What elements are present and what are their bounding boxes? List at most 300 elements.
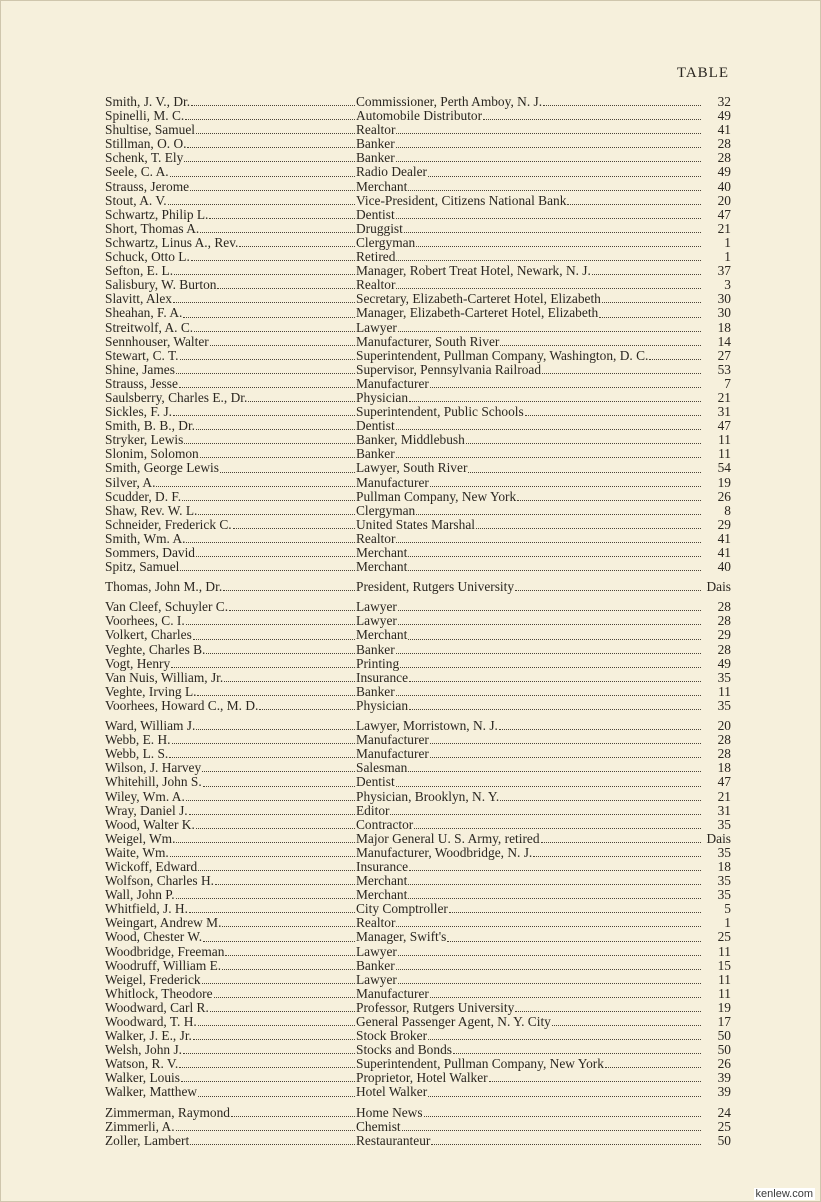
guest-row (105, 433, 731, 447)
table-number: 19 (717, 999, 731, 1015)
guest-name: Schwartz, Philip L. (105, 207, 209, 222)
guest-row (105, 165, 731, 179)
guest-occupation: Merchant (356, 628, 408, 643)
guest-name-cell (105, 600, 356, 614)
letter-group (105, 600, 731, 713)
guest-name: Woodward, T. H. (105, 1015, 197, 1029)
occupation-cell (356, 560, 702, 574)
guest-name: Volkert, Charles (105, 628, 192, 643)
occupation-cell (356, 109, 702, 123)
guest-occupation: Banker (356, 137, 395, 152)
dot-leader (489, 1081, 701, 1082)
guest-row (105, 973, 731, 987)
guest-occupation: Supervisor, Pennsylvania Railroad (356, 362, 542, 377)
table-number: 20 (717, 718, 731, 734)
dot-leader (193, 1039, 355, 1040)
guest-occupation: Banker, Middlebush (356, 433, 465, 448)
guest-occupation: Manager, Elizabeth-Carteret Hotel, Elizabeth (356, 306, 599, 321)
occupation-cell (356, 1106, 702, 1120)
guest-row (105, 349, 731, 363)
dot-leader (176, 842, 355, 843)
guest-name: Smith, J. V., Dr. (105, 95, 191, 109)
dot-leader (191, 105, 355, 106)
dot-leader (398, 955, 701, 956)
guest-name-cell (105, 335, 356, 349)
guest-occupation: Merchant (356, 888, 408, 903)
guest-name-cell (105, 987, 356, 1001)
table-number: 26 (717, 1056, 731, 1072)
guest-occupation: Dentist (356, 775, 395, 790)
occupation-cell (356, 790, 702, 804)
table-number: 28 (717, 641, 731, 657)
table-number: Dais (706, 579, 731, 595)
dot-leader (396, 429, 701, 430)
guest-row (105, 95, 731, 109)
guest-row (105, 1029, 731, 1043)
occupation-cell (356, 405, 702, 419)
dot-leader (517, 500, 701, 501)
occupation-cell (356, 1043, 702, 1057)
dot-leader (430, 757, 701, 758)
guest-occupation: Salesman (356, 761, 408, 776)
guest-occupation: Pullman Company, New York (356, 489, 517, 504)
table-number: 11 (718, 432, 731, 448)
guest-name: Woodruff, William E. (105, 958, 222, 973)
dot-leader (186, 800, 355, 801)
guest-occupation: Realtor (356, 531, 396, 546)
dot-leader (210, 345, 355, 346)
dot-leader (408, 190, 701, 191)
guest-name: Wiley, Wm. A. (105, 789, 185, 804)
dot-leader (182, 500, 355, 501)
dot-leader (184, 161, 355, 162)
occupation-cell (356, 643, 702, 657)
dot-leader (169, 757, 355, 758)
guest-row (105, 278, 731, 292)
dot-leader (200, 457, 355, 458)
dot-leader (500, 800, 701, 801)
guest-row (105, 790, 731, 804)
guest-name-cell (105, 419, 356, 433)
guest-row (105, 447, 731, 461)
dot-leader (184, 443, 355, 444)
guest-occupation: Realtor (356, 916, 396, 931)
dot-leader (189, 912, 355, 913)
dot-leader (428, 176, 701, 177)
table-number: 1 (724, 249, 731, 265)
dot-leader (196, 729, 355, 730)
guest-name-cell (105, 1015, 356, 1029)
guest-occupation: Physician, Brooklyn, N. Y. (356, 789, 500, 804)
guest-name-cell (105, 546, 356, 560)
guest-row (105, 600, 731, 614)
dot-leader (196, 556, 355, 557)
guest-row (105, 518, 731, 532)
guest-name: Schenk, T. Ely (105, 151, 184, 166)
guest-row (105, 461, 731, 475)
guest-name: Zimmerli, A. (105, 1119, 175, 1134)
guest-row (105, 391, 731, 405)
guest-occupation: Printing (356, 656, 400, 671)
guest-occupation: Hotel Walker (356, 1085, 428, 1100)
guest-occupation: Manager, Robert Treat Hotel, Newark, N. J. (356, 264, 591, 279)
dot-leader (396, 926, 701, 927)
guest-row (105, 1085, 731, 1099)
dot-leader (156, 486, 355, 487)
guest-occupation: Superintendent, Public Schools (356, 405, 524, 420)
guest-name: Zimmerman, Raymond (105, 1105, 230, 1120)
table-number: 49 (717, 108, 731, 124)
occupation-cell (356, 930, 702, 944)
occupation-cell (356, 761, 702, 775)
guest-listing (105, 95, 731, 1148)
guest-row (105, 123, 731, 137)
guest-name: Schuck, Otto L. (105, 250, 190, 265)
occupation-cell (356, 292, 702, 306)
table-number: 28 (717, 599, 731, 615)
table-number: 1 (724, 915, 731, 931)
guest-name: Smith, Wm. A. (105, 531, 186, 546)
guest-name: Smith, B. B., Dr. (105, 419, 196, 434)
guest-name-cell (105, 250, 356, 264)
guest-row (105, 671, 731, 685)
occupation-cell (356, 391, 702, 405)
guest-name: Wolfson, Charles H. (105, 874, 215, 889)
occupation-cell (356, 657, 702, 671)
dot-leader (476, 528, 701, 529)
guest-name-cell (105, 1001, 356, 1015)
table-number: 28 (717, 613, 731, 629)
letter-group (105, 580, 731, 594)
occupation-cell (356, 846, 702, 860)
guest-name: Strauss, Jesse (105, 376, 178, 391)
dot-leader (409, 681, 701, 682)
table-number: 53 (717, 361, 731, 377)
guest-name-cell (105, 1085, 356, 1099)
occupation-cell (356, 874, 702, 888)
dot-leader (210, 1011, 355, 1012)
occupation-cell (356, 335, 702, 349)
guest-occupation: Lawyer (356, 600, 397, 615)
table-number: 31 (717, 404, 731, 420)
table-number: 20 (717, 192, 731, 208)
guest-row (105, 236, 731, 250)
dot-leader (217, 288, 355, 289)
guest-name: Waite, Wm. (105, 845, 169, 860)
guest-row (105, 628, 731, 642)
guest-occupation: Merchant (356, 560, 408, 575)
guest-name-cell (105, 433, 356, 447)
dot-leader (172, 743, 356, 744)
letter-group (105, 95, 731, 574)
guest-row (105, 476, 731, 490)
guest-name-cell (105, 518, 356, 532)
guest-name: Voorhees, C. I. (105, 614, 185, 629)
guest-name: Schneider, Frederick C. (105, 517, 232, 532)
guest-name: Wickoff, Edward (105, 859, 198, 874)
occupation-cell (356, 504, 702, 518)
occupation-cell (356, 775, 702, 789)
guest-occupation: Banker (356, 684, 395, 699)
table-number: 29 (717, 516, 731, 532)
guest-name: Walker, Louis (105, 1071, 180, 1086)
guest-row (105, 1134, 731, 1148)
occupation-cell (356, 377, 702, 391)
guest-name-cell (105, 194, 356, 208)
dot-leader (398, 983, 701, 984)
occupation-cell (356, 236, 702, 250)
dot-leader (215, 884, 355, 885)
dot-leader (396, 695, 701, 696)
guest-occupation: Dentist (356, 207, 395, 222)
occupation-cell (356, 518, 702, 532)
occupation-cell (356, 222, 702, 236)
dot-leader (409, 870, 701, 871)
dot-leader (599, 317, 701, 318)
guest-name-cell (105, 945, 356, 959)
table-number: 11 (718, 971, 731, 987)
guest-name-cell (105, 264, 356, 278)
guest-row (105, 546, 731, 560)
guest-name: Woodward, Carl R. (105, 1000, 209, 1015)
occupation-cell (356, 945, 702, 959)
occupation-cell (356, 419, 702, 433)
dot-leader (179, 1067, 355, 1068)
guest-occupation: Restauranteur (356, 1133, 431, 1148)
occupation-cell (356, 433, 702, 447)
dot-leader (525, 415, 701, 416)
guest-name-cell (105, 560, 356, 574)
dot-leader (196, 133, 355, 134)
guest-name-cell (105, 804, 356, 818)
dot-leader (408, 556, 701, 557)
dot-leader (200, 232, 355, 233)
guest-name-cell (105, 1071, 356, 1085)
guest-row (105, 560, 731, 574)
guest-name: Streitwolf, A. C. (105, 320, 194, 335)
guest-name: Sommers, David (105, 546, 196, 560)
dot-leader (179, 387, 355, 388)
dot-leader (223, 590, 355, 591)
guest-occupation: City Comptroller (356, 902, 448, 917)
table-number: 50 (717, 1028, 731, 1044)
table-number: 41 (717, 122, 731, 138)
occupation-cell (356, 916, 702, 930)
table-number: 28 (717, 746, 731, 762)
table-number: 28 (717, 136, 731, 152)
dot-leader (180, 359, 355, 360)
occupation-cell (356, 614, 702, 628)
guest-occupation: Manufacturer (356, 376, 429, 391)
occupation-cell (356, 1029, 702, 1043)
guest-name-cell (105, 490, 356, 504)
guest-name-cell (105, 973, 356, 987)
dot-leader (466, 443, 701, 444)
table-number: Dais (706, 830, 731, 846)
guest-name-cell (105, 888, 356, 902)
dot-leader (173, 302, 355, 303)
guest-name: Whitehill, John S. (105, 775, 202, 790)
guest-occupation: Manufacturer (356, 475, 429, 490)
guest-name: Smith, George Lewis (105, 461, 219, 476)
dot-leader (396, 653, 701, 654)
table-number: 47 (717, 418, 731, 434)
occupation-cell (356, 208, 702, 222)
guest-name-cell (105, 860, 356, 874)
guest-name-cell (105, 180, 356, 194)
guest-occupation: Retired (356, 250, 396, 265)
guest-name-cell (105, 628, 356, 642)
guest-name-cell (105, 832, 356, 846)
guest-name-cell (105, 1106, 356, 1120)
dot-leader (398, 624, 701, 625)
occupation-cell (356, 321, 702, 335)
guest-occupation: Dentist (356, 419, 395, 434)
guest-occupation: Superintendent, Pullman Company, Washington, D. C. (356, 348, 649, 363)
dot-leader (202, 771, 355, 772)
occupation-cell (356, 461, 702, 475)
dot-leader (194, 331, 355, 332)
dot-leader (398, 331, 701, 332)
dot-leader (409, 709, 701, 710)
dot-leader (222, 926, 355, 927)
dot-leader (170, 176, 355, 177)
guest-occupation: Radio Dealer (356, 165, 428, 180)
guest-name-cell (105, 363, 356, 377)
occupation-cell (356, 1001, 702, 1015)
guest-name: Whitlock, Theodore (105, 986, 213, 1001)
guest-row (105, 860, 731, 874)
guest-name-cell (105, 1043, 356, 1057)
dot-leader (409, 401, 701, 402)
table-number: 25 (717, 1118, 731, 1134)
guest-row (105, 532, 731, 546)
occupation-cell (356, 151, 702, 165)
guest-occupation: Lawyer (356, 944, 397, 959)
guest-occupation: Merchant (356, 546, 408, 560)
occupation-cell (356, 719, 702, 733)
dot-leader (428, 1096, 701, 1097)
dot-leader (447, 941, 701, 942)
dot-leader (259, 709, 355, 710)
guest-occupation: Manufacturer, South River (356, 334, 500, 349)
guest-occupation: Realtor (356, 123, 396, 138)
dot-leader (396, 457, 701, 458)
occupation-cell (356, 95, 702, 109)
guest-name: Webb, L. S. (105, 747, 169, 762)
dot-leader (190, 190, 355, 191)
dot-leader (196, 828, 355, 829)
guest-name-cell (105, 614, 356, 628)
occupation-cell (356, 804, 702, 818)
table-column-header: TABLE (676, 65, 729, 81)
guest-name-cell (105, 1057, 356, 1071)
dot-leader (515, 590, 701, 591)
guest-occupation: Manufacturer (356, 986, 429, 1001)
guest-name-cell (105, 405, 356, 419)
guest-name-cell (105, 790, 356, 804)
dot-leader (171, 667, 355, 668)
guest-name-cell (105, 719, 356, 733)
guest-name: Shaw, Rev. W. L. (105, 503, 198, 518)
dot-leader (198, 1025, 355, 1026)
guest-name-cell (105, 818, 356, 832)
guest-row (105, 222, 731, 236)
table-number: 1 (724, 234, 731, 250)
guest-occupation: Proprietor, Hotel Walker (356, 1071, 488, 1086)
guest-row (105, 306, 731, 320)
occupation-cell (356, 490, 702, 504)
dot-leader (176, 1130, 355, 1131)
occupation-cell (356, 747, 702, 761)
guest-row (105, 504, 731, 518)
dot-leader (396, 260, 701, 261)
guest-occupation: Home News (356, 1105, 423, 1120)
dot-leader (183, 317, 355, 318)
dot-leader (390, 814, 701, 815)
guest-row (105, 405, 731, 419)
guest-name: Thomas, John M., Dr. (105, 580, 223, 595)
table-number: 11 (718, 683, 731, 699)
guest-name: Veghte, Charles B. (105, 642, 206, 657)
dot-leader (592, 274, 701, 275)
guest-name-cell (105, 657, 356, 671)
guest-name: Stillman, O. O. (105, 137, 187, 152)
occupation-cell (356, 1085, 702, 1099)
dot-leader (203, 941, 355, 942)
dot-leader (453, 1053, 701, 1054)
occupation-cell (356, 902, 702, 916)
table-number: 11 (718, 985, 731, 1001)
guest-name: Wood, Chester W. (105, 930, 203, 945)
table-number: 30 (717, 291, 731, 307)
guest-name-cell (105, 902, 356, 916)
dot-leader (202, 983, 355, 984)
dot-leader (500, 345, 701, 346)
table-number: 37 (717, 263, 731, 279)
guest-row (105, 761, 731, 775)
guest-name: Whitfield, J. H. (105, 902, 188, 917)
dot-leader (396, 147, 701, 148)
table-number: 18 (717, 858, 731, 874)
dot-leader (428, 1039, 701, 1040)
table-number: 35 (717, 816, 731, 832)
dot-leader (233, 528, 355, 529)
guest-name-cell (105, 278, 356, 292)
guest-name: Wall, John P. (105, 888, 175, 903)
occupation-cell (356, 250, 702, 264)
guest-row (105, 945, 731, 959)
dot-leader (396, 133, 701, 134)
occupation-cell (356, 180, 702, 194)
guest-row (105, 699, 731, 713)
dot-leader (185, 119, 355, 120)
dot-leader (408, 884, 701, 885)
table-number: 35 (717, 873, 731, 889)
dot-leader (602, 302, 701, 303)
guest-occupation: Lawyer (356, 614, 397, 629)
table-number: 35 (717, 669, 731, 685)
dot-leader (408, 771, 701, 772)
guest-name: Stryker, Lewis (105, 433, 184, 448)
dot-leader (396, 786, 701, 787)
guest-row (105, 685, 731, 699)
table-number: 17 (717, 1014, 731, 1029)
guest-occupation: Insurance (356, 670, 409, 685)
guest-name-cell (105, 476, 356, 490)
guest-row (105, 335, 731, 349)
dot-leader (183, 1053, 355, 1054)
